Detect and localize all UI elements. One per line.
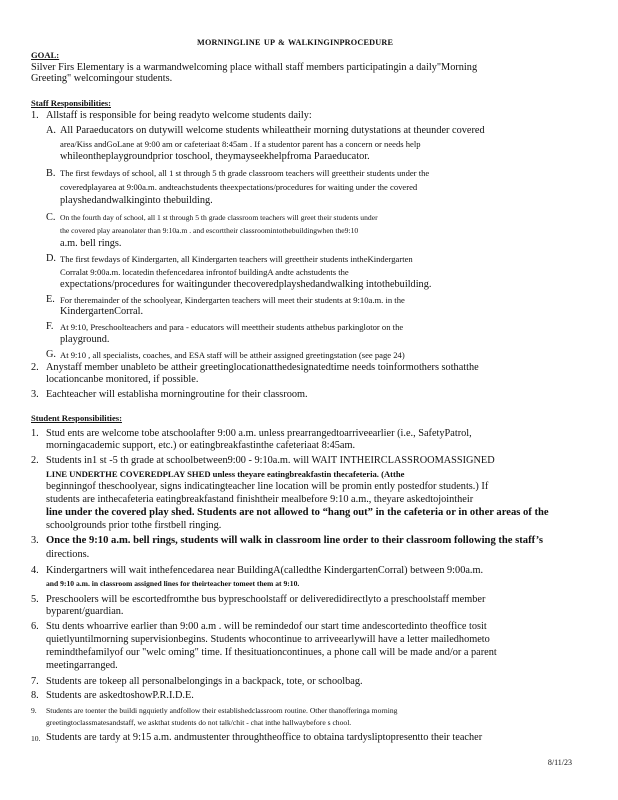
student-item-number: 5. bbox=[31, 594, 39, 605]
student-item-number: 3. bbox=[31, 535, 39, 546]
staff-item-line: the covered play areanolater than 9:10a.m . and escorttheir classroomintothebuildingwhen the9:10 bbox=[60, 226, 359, 235]
staff-item-line: The first fewdays of Kindergarten, all Kindergarten teachers will greettheir students intheKindergarten bbox=[60, 254, 413, 264]
student-item-line: Students are askedtoshowP.R.I.D.E. bbox=[46, 690, 194, 701]
student-item-line: Stu dents whoarrive earlier than 9:00 a.m . will be remindedof our start time andescortedinto theoffice tosit bbox=[46, 621, 487, 632]
staff-item-number: D. bbox=[46, 253, 57, 264]
student-item-line: byparent/guardian. bbox=[46, 606, 124, 617]
staff-item-number: A. bbox=[46, 125, 57, 136]
staff-item-line: playground. bbox=[60, 334, 110, 345]
student-item-line: Stud ents are welcome tobe atschoolafter 9:00 a.m. unless prearrangedtoarriveearlier (i.e., SafetyPatrol, bbox=[46, 428, 472, 439]
student-item-number: 6. bbox=[31, 621, 39, 632]
staff-item-number: C. bbox=[46, 212, 56, 223]
student-item-line: directions. bbox=[46, 549, 90, 560]
student-item-line: line under the covered play shed. Students are not allowed to “hang out” in the cafeteria or in other areas of the bbox=[46, 507, 549, 518]
student-item-line: Students are tardy at 9:15 a.m. andmustenter throughtheoffice to obtaina tardysliptopresentto their teacher bbox=[46, 732, 483, 743]
student-item-line: beginningof theschoolyear, signs indicatingteacher line location will be promin ently postedfor students.) If bbox=[46, 481, 489, 492]
student-item-number: 7. bbox=[31, 676, 39, 687]
student-item-line: morningacademic support, etc.) or eatingbreakfastinthe cafeteriaat 8:45am. bbox=[46, 440, 356, 451]
student-item-line: quietlyuntilmorning supervisionbegins. Students whocontinue to arriveearlywill have a letter mailedhometo bbox=[46, 634, 490, 645]
staff-item-line: All Paraeducators on dutywill welcome students whileattheir morning dutystations at theunder covered bbox=[60, 125, 485, 136]
student-item-line: Students are tokeep all personalbelongings in a backpack, tote, or schoolbag. bbox=[46, 676, 363, 687]
staff-item-line: whileontheplaygroundprior toschool, theymayseekhelpfroma Paraeducator. bbox=[60, 151, 370, 162]
staff-item-number: 3. bbox=[31, 389, 39, 400]
student-item-line: Students are toenter the buildi ngquietly andfollow their establishedclassroom routine. Other thanofferinga morning bbox=[46, 706, 398, 715]
student-item-line: Once the 9:10 a.m. bell rings, students will walk in classroom line order to their classroom following the staff’s bbox=[46, 535, 544, 546]
staff-item-line: playshedandwalkinginto thebuilding. bbox=[60, 195, 213, 206]
staff-item-line: Allstaff is responsible for being readyto welcome students daily: bbox=[46, 110, 312, 121]
student-item-line: schoolgrounds prior tothe firstbell ringing. bbox=[46, 520, 222, 531]
staff-item-line: At 9:10 , all specialists, coaches, and ESA staff will be attheir assigned greetingstation (see page 24) bbox=[60, 350, 405, 360]
staff-item-line: Eachteacher will establisha morningroutine for their classroom. bbox=[46, 389, 308, 400]
staff-item-number: 2. bbox=[31, 362, 39, 373]
student-item-number: 10. bbox=[31, 734, 41, 743]
student-item-line: Preschoolers will be escortedfromthe bus bypreschoolstaff or deliveredidirectlyto a preschoolstaff member bbox=[46, 594, 486, 605]
staff-item-number: G. bbox=[46, 349, 57, 360]
staff-item-line: For theremainder of the schoolyear, Kindergarten teachers will meet their students at 9:10a.m. in the bbox=[60, 295, 405, 305]
student-item-number: 9. bbox=[31, 706, 37, 715]
staff-item-number: E. bbox=[46, 294, 55, 305]
footer-date: 8/11/23 bbox=[547, 758, 572, 767]
staff-item-number: B. bbox=[46, 168, 56, 179]
student-item-line: greetingtoclassmatesandstaff, we askthat students do not talk/chit - chat inthe hallwaybefore s chool. bbox=[46, 718, 352, 727]
student-item-line: Kindergartners will wait inthefencedarea near BuildingA(calledthe KindergartenCorral) between 9:00a.m. bbox=[46, 565, 484, 576]
staff-item-line: locationcanbe monitored, if possible. bbox=[46, 374, 199, 385]
student-item-number: 4. bbox=[31, 565, 39, 576]
staff-item-line: area/Kiss andGoLane at 9:00 am or cafeteriaat 8:45am . If a studentor parent has a concern or needs help bbox=[60, 139, 421, 149]
student-item-number: 2. bbox=[31, 455, 39, 466]
staff-item-line: On the fourth day of school, all 1 st through 5 th grade classroom teachers will greet their students under bbox=[60, 213, 378, 222]
staff-item-line: coveredplayarea at 9:00a.m. andteachstudents theexpectations/procedures for waiting under the covered bbox=[60, 182, 418, 192]
staff-item-line: a.m. bell rings. bbox=[60, 238, 122, 249]
goal-line-1: Silver Firs Elementary is a warmandwelcoming place withall staff members participatingin a daily"Morning bbox=[31, 62, 478, 73]
staff-item-line: KindergartenCorral. bbox=[60, 306, 144, 317]
student-item-number: 8. bbox=[31, 690, 39, 701]
staff-item-line: Anystaff member unableto be attheir greetinglocationatthedesignatedtime needs toinformothers sothatthe bbox=[46, 362, 479, 373]
staff-item-line: Corralat 9:00a.m. locatedin thefencedarea infrontof buildingA andte achstudents the bbox=[60, 267, 349, 277]
student-item-line: and 9:10 a.m. in classroom assigned lines for theirteacher tomeet them at 9:10. bbox=[46, 579, 300, 588]
student-item-line: LINE UNDERTHE COVEREDPLAY SHED unless theyare eatingbreakfastin thecafeteria. (Atthe bbox=[46, 469, 405, 479]
staff-item-line: expectations/procedures for waitingunder thecoveredplayshedandwalking intothebuilding. bbox=[60, 279, 432, 290]
staff-item-number: 1. bbox=[31, 110, 39, 121]
student-item-line: students are inthecafeteria eatingbreakfastand finishtheir mealbefore 9:10 a.m., theyare askedtojointheir bbox=[46, 494, 474, 505]
student-item-line: Students in1 st -5 th grade at schoolbetween9:00 - 9:10a.m. will WAIT INTHEIRCLASSROOMASSIGNED bbox=[46, 455, 495, 466]
document-title: MORNINGLINE UP & WALKINGINPROCEDURE bbox=[197, 37, 394, 47]
staff-heading: Staff Responsibilities: bbox=[31, 98, 111, 108]
staff-item-line: At 9:10, Preschoolteachers and para - educators will meettheir students atthebus parkinglotor on the bbox=[60, 322, 404, 332]
student-item-line: meetingarranged. bbox=[46, 660, 118, 671]
goal-heading: GOAL: bbox=[31, 50, 60, 60]
student-item-line: remindthefamilyof our "welc oming" time. If thesituationcontinues, a phone call will be made and/or a parent bbox=[46, 647, 497, 658]
staff-item-line: The first fewdays of school, all 1 st through 5 th grade classroom teachers will greettheir students under the bbox=[60, 168, 430, 178]
student-item-number: 1. bbox=[31, 428, 39, 439]
goal-line-2: Greeting" welcomingour students. bbox=[31, 73, 173, 84]
student-heading: Student Responsibilities: bbox=[31, 413, 122, 423]
staff-item-number: F. bbox=[46, 321, 54, 332]
